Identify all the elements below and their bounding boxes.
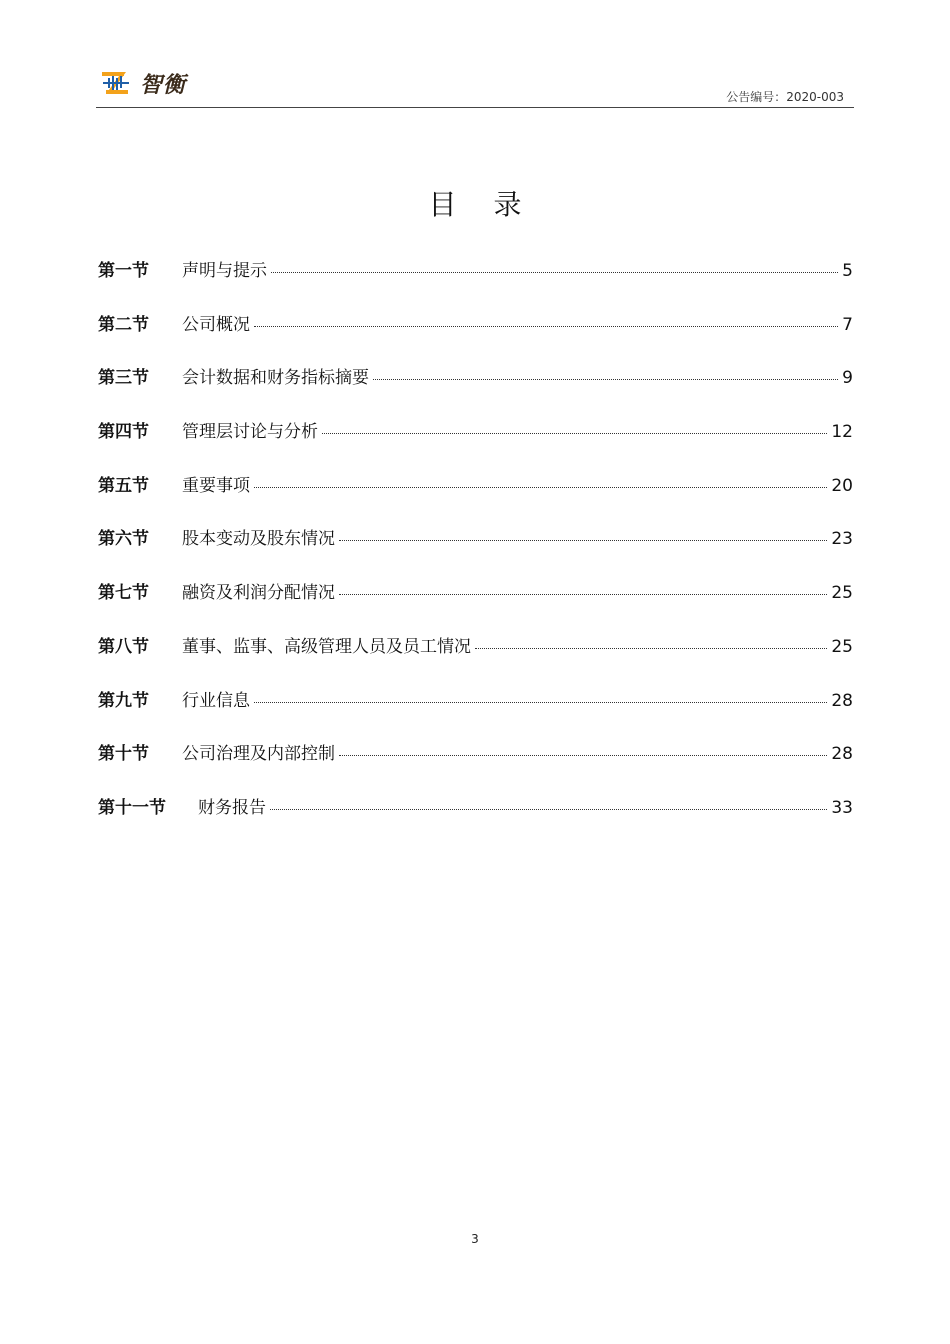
toc-dot-leader xyxy=(339,594,827,595)
header-divider xyxy=(96,107,854,108)
logo-text: 智衡 xyxy=(140,71,187,98)
table-of-contents xyxy=(98,256,853,847)
toc-section-name: 会计数据和财务指标摘要 xyxy=(182,368,369,389)
notice-number: 公告编号：2020-003 xyxy=(726,90,844,104)
toc-entry[interactable] xyxy=(98,578,853,632)
toc-page-number: 12 xyxy=(831,422,853,443)
toc-page-number: 25 xyxy=(831,583,853,604)
toc-entry[interactable] xyxy=(98,417,853,471)
toc-section-label: 第三节 xyxy=(98,368,149,389)
toc-section-label: 第十节 xyxy=(98,744,149,765)
toc-entry[interactable] xyxy=(98,363,853,417)
toc-title: 目 录 xyxy=(428,188,536,221)
toc-section-name: 声明与提示 xyxy=(182,261,267,281)
page-header xyxy=(96,60,854,108)
toc-dot-leader xyxy=(322,433,827,434)
toc-section-name: 融资及利润分配情况 xyxy=(182,583,335,604)
toc-dot-leader xyxy=(254,326,838,327)
toc-entry[interactable] xyxy=(98,739,853,793)
toc-page-number: 25 xyxy=(831,636,853,657)
toc-entry[interactable] xyxy=(98,686,853,740)
toc-page-number: 7 xyxy=(842,314,853,335)
toc-section-label: 第八节 xyxy=(98,636,149,657)
toc-page-number: 5 xyxy=(842,261,853,281)
company-logo xyxy=(100,66,186,100)
toc-section-label: 第五节 xyxy=(98,475,149,496)
toc-section-name: 财务报告 xyxy=(198,797,266,818)
toc-entry[interactable] xyxy=(98,524,853,578)
toc-section-label: 第一节 xyxy=(98,261,149,281)
toc-section-label: 第六节 xyxy=(98,529,149,550)
toc-section-label: 第十一节 xyxy=(98,797,166,818)
toc-section-name: 公司治理及内部控制 xyxy=(182,744,335,765)
toc-dot-leader xyxy=(373,379,838,380)
toc-page-number: 28 xyxy=(831,690,853,711)
toc-entry[interactable] xyxy=(98,471,853,525)
toc-section-label: 第七节 xyxy=(98,583,149,604)
toc-section-name: 公司概况 xyxy=(182,314,250,335)
toc-page-number: 9 xyxy=(842,368,853,389)
toc-dot-leader xyxy=(254,702,827,703)
toc-page-number: 28 xyxy=(831,744,853,765)
toc-dot-leader xyxy=(270,809,827,810)
toc-dot-leader xyxy=(339,540,827,541)
toc-dot-leader xyxy=(339,755,827,756)
toc-dot-leader xyxy=(271,272,838,273)
toc-section-name: 重要事项 xyxy=(182,475,250,496)
logo-mark-icon xyxy=(100,66,134,100)
page-number: 3 xyxy=(471,1232,479,1246)
toc-entry[interactable] xyxy=(98,632,853,686)
toc-page-number: 20 xyxy=(831,475,853,496)
toc-entry[interactable] xyxy=(98,310,853,364)
toc-entry[interactable] xyxy=(98,793,853,847)
toc-page-number: 23 xyxy=(831,529,853,550)
toc-section-label: 第九节 xyxy=(98,690,149,711)
toc-section-name: 行业信息 xyxy=(182,690,250,711)
toc-section-label: 第二节 xyxy=(98,314,149,335)
toc-section-name: 管理层讨论与分析 xyxy=(182,422,318,443)
toc-dot-leader xyxy=(254,487,827,488)
toc-section-label: 第四节 xyxy=(98,422,149,443)
toc-section-name: 董事、监事、高级管理人员及员工情况 xyxy=(182,636,471,657)
toc-page-number: 33 xyxy=(831,797,853,818)
toc-dot-leader xyxy=(475,648,827,649)
toc-section-name: 股本变动及股东情况 xyxy=(182,529,335,550)
toc-entry[interactable] xyxy=(98,256,853,310)
